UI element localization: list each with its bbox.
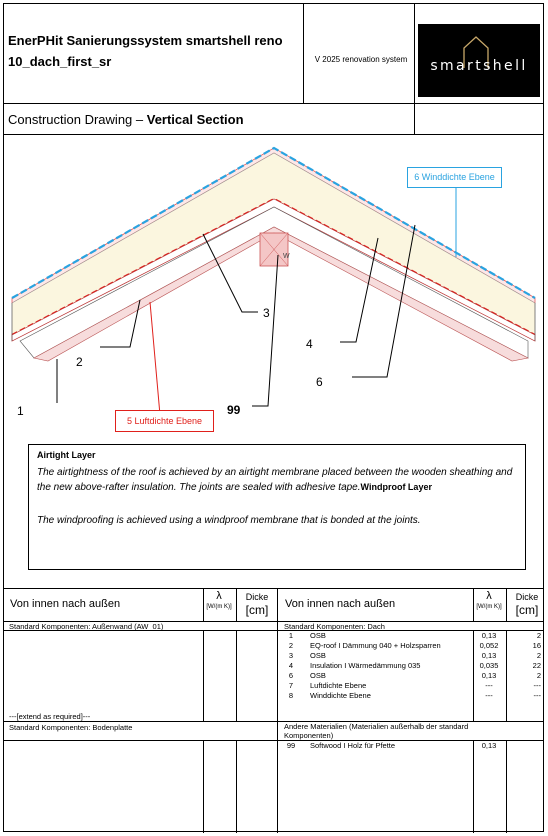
right-lambda-unit: [W/(m K)] [476,604,502,610]
row-material: OSB [310,631,326,640]
table-row [278,671,544,681]
document-title: EnerPHit Sanierungssystem smartshell reno 10_dach_first_sr [8,33,283,69]
left-col-header: Von innen nach außen [10,598,121,610]
callout-6: 6 [316,375,323,389]
row-number: 1 [288,631,294,640]
col-line [236,631,237,721]
header-divider [3,103,544,104]
row-lambda: 0,035 [479,661,499,670]
header-col-divider-1 [303,3,304,104]
col-line [506,741,507,833]
table-row [278,681,544,691]
left-lambda: λ [216,590,222,602]
row-thickness: 2 [536,631,541,640]
table-row [278,641,544,651]
notes-box [28,444,526,570]
airtight-text: The airtightness of the roof is achieved by an airtight membrane placed between the wooden sheathing and the new above-rafter insulation. The joints are sealed with adhesive tape.Windproof Layer [37,467,513,493]
callout-4: 4 [306,337,313,351]
col-line [277,588,278,833]
table-top-border [3,588,544,589]
table-row [278,741,544,751]
callout-2: 2 [76,355,83,369]
row-material: Softwood I Holz für Pfette [310,741,396,750]
left-cm: [cm] [245,603,269,617]
callout-3: 3 [263,306,270,320]
row-lambda: --- [485,681,493,690]
row-lambda: 0,052 [479,641,499,650]
airtight-label: 5 Luftdichte Ebene [115,410,214,432]
row-thickness: --- [533,681,541,690]
row-lambda: 0,13 [481,671,497,680]
left-section-floor: Standard Komponenten: Bodenplatte [9,723,133,732]
table-row [278,631,544,641]
row-material: Luftdichte Ebene [310,681,367,690]
row-thickness: 22 [532,661,541,670]
row-material: OSB [310,651,326,660]
table-row [278,691,544,701]
row-material: OSB [310,671,326,680]
left-extend-note: ---[extend as required]--- [9,712,91,721]
header-col-divider-2 [414,3,415,135]
row-lambda: --- [485,691,493,700]
row-number: 6 [288,671,294,680]
callout-1: 1 [17,404,24,418]
row-lambda: 0,13 [481,631,497,640]
row-number: 8 [288,691,294,700]
smartshell-logo: smartshell [418,24,540,97]
right-section-other: Andere Materialien (Materialien außerhalb der standard Komponenten) [284,722,469,740]
roof-component-list [278,631,544,701]
col-line [203,631,204,721]
row-material: EQ-roof I Dämmung 040 + Holzsparren [310,641,441,650]
row-material: Winddichte Ebene [310,691,371,700]
windproof-text: The windproofing is achieved using a windproof membrane that is bonded at the joints. [37,515,421,526]
other-material-list [278,741,544,751]
right-cm: [cm] [515,603,539,617]
airtight-heading: Airtight Layer [37,450,96,460]
right-col-header: Von innen nach außen [285,598,396,610]
row-thickness: --- [533,691,541,700]
table-row [278,661,544,671]
row-lambda: 0,13 [481,741,497,750]
table-row [278,651,544,661]
left-section-wall: Standard Komponenten: Außenwand (AW_01) [9,622,164,631]
version-label: V 2025 renovation system [314,55,408,64]
row-material: Insulation I Wärmedämmung 035 [310,661,421,670]
callout-99: 99 [227,403,241,417]
right-lambda: λ [486,590,492,602]
right-dicke: Dicke [515,592,539,602]
row-thickness: 2 [536,671,541,680]
row-thickness: 16 [532,641,541,650]
left-lambda-unit: [W/(m K)] [206,604,232,610]
windproof-label: 6 Winddichte Ebene [407,167,502,188]
row-number: 3 [288,651,294,660]
purlin-mark: W [283,253,290,260]
row-number: 2 [288,641,294,650]
col-line [203,741,204,833]
right-section-roof: Standard Komponenten: Dach [284,622,385,631]
row-lambda: 0,13 [481,651,497,660]
drawing-subtitle: Construction Drawing – Vertical Section [8,112,244,127]
left-dicke: Dicke [245,592,269,602]
row-number: 7 [288,681,294,690]
col-line [236,741,237,833]
row-thickness: 2 [536,651,541,660]
col-line [473,741,474,833]
row-number: 4 [288,661,294,670]
row-number: 99 [286,741,296,750]
